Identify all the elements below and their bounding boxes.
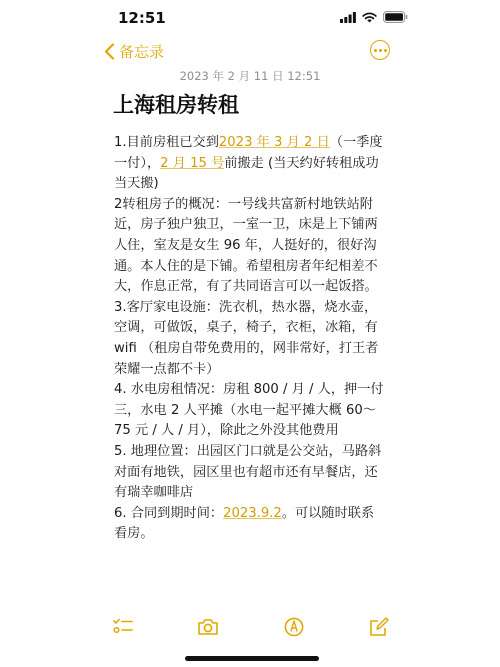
note-body[interactable] [114,133,384,545]
note-paragraph-4: 4. 水电房租情况：房租 800 / 月 / 人，押一付三，水电 2 人平摊（水电一起平摊大概 60～75 元 / 人 / 月），除此之外没其他费用 [114,382,384,439]
date-link-3[interactable]: 2023.9.2 [223,505,282,521]
note-paragraph-2: 2转租房子的概况：一号线共富新村地铁站附近，房子独户独卫，一室一卫，床是上下铺两人住，室友是女生 96 年，人挺好的，很好沟通。本人住的是下铺。希望租房者年纪相差不大，作息正常，有了共同语言可以一起饭搭。 [114,196,378,295]
date-link-2[interactable]: 2 月 15 号 [160,155,225,171]
note-paragraph-6 [114,504,384,545]
signal-icon [340,12,356,23]
note-text: 1.目前房租已交到 [114,135,219,150]
checklist-icon [113,618,133,636]
note-paragraph-1 [114,133,384,195]
note-title[interactable]: 上海租房转租 [113,93,239,117]
camera-button[interactable] [197,616,219,638]
wifi-icon [362,12,377,23]
back-button[interactable] [104,41,164,62]
note-date: 2023 年 2 月 11 日 12:51 [179,69,321,83]
note-text: 前搬走 (当天约好转租成功当天搬) [114,155,379,192]
date-link-1[interactable]: 2023 年 3 月 2 日 [218,135,330,150]
home-indicator[interactable] [185,656,319,661]
status-bar [0,0,500,36]
nav-bar [0,38,500,68]
note-text: 6. 合同到期时间： [114,505,224,521]
back-label: 备忘录 [119,43,165,61]
more-button[interactable] [370,40,390,60]
checklist-button[interactable] [112,616,134,638]
compose-button[interactable] [368,616,390,638]
markup-button[interactable] [283,616,305,638]
bottom-toolbar [0,614,500,640]
markup-icon [284,617,304,637]
note-text: 。可以随时联系看房。 [114,505,375,542]
note-paragraph-3: 3.客厅家电设施：洗衣机，热水器，烧水壶，空调，可做饭，桌子，椅子，衣柜，冰箱，有 wifi （租房自带免费用的，网非常好，打王者荣耀一点都不卡） [114,299,379,377]
status-time: 12:51 [118,9,166,27]
note-paragraph-5: 5. 地理位置：出园区门口就是公交站，马路斜对面有地铁，园区里也有超市还有早餐店，还有瑞幸咖啡店 [114,443,382,501]
note-text: （一季度一付）， [114,135,383,171]
more-icon [374,49,387,52]
camera-icon [197,618,219,636]
status-icons [340,11,408,23]
compose-icon [369,617,389,637]
chevron-left-icon [104,43,115,60]
battery-icon [383,11,408,23]
